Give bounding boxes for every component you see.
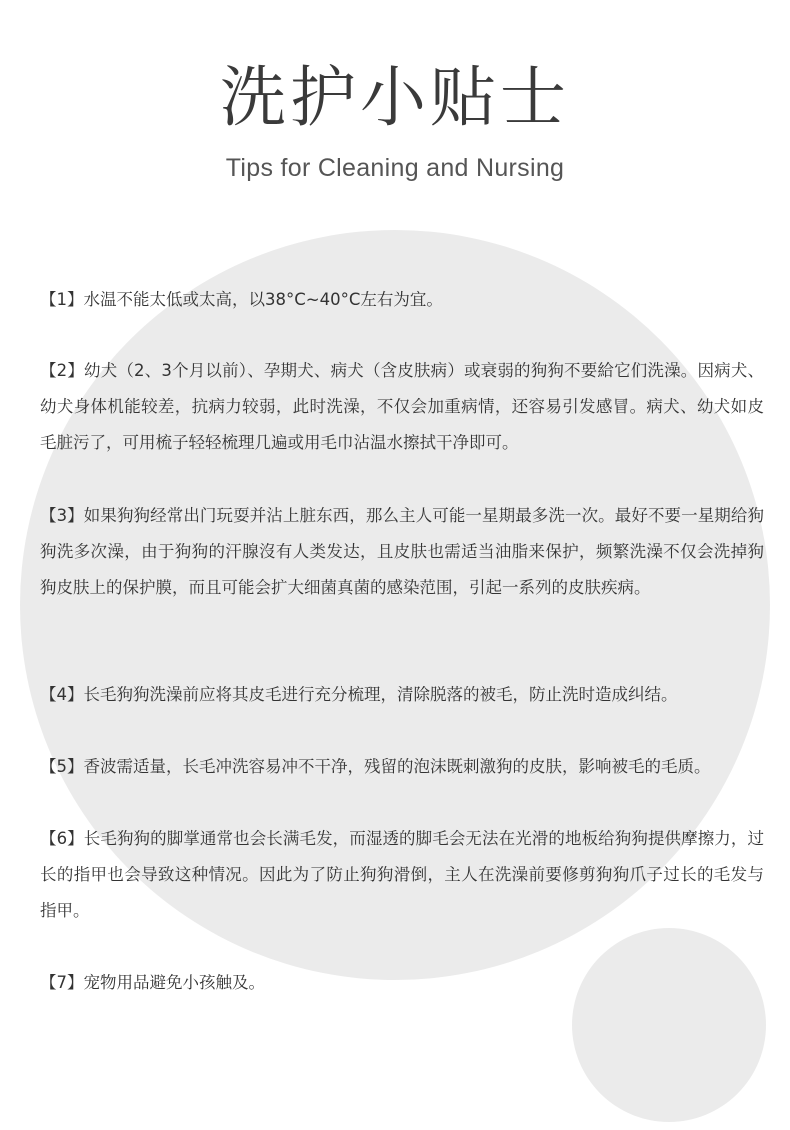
page-title: 洗护小贴士: [220, 59, 570, 136]
page-subtitle: Tips for Cleaning and Nursing: [225, 154, 565, 182]
tip-5: 【5】香波需适量，长毛冲洗容易冲不干净，残留的泡沫既刺激狗的皮肤，影响被毛的毛质。: [40, 757, 711, 776]
tip-3: 【3】如果狗狗经常出门玩耍并沾上脏东西，那么主人可能一星期最多洗一次。最好不要一星期给狗狗洗多次澡，由于狗狗的汗腺沒有人类发达，且皮肤也需适当油脂来保护，频繁洗澡不仅会洗掉狗狗皮肤上的保护膜，而且可能会扩大细菌真菌的感染范围，引起一系列的皮肤疾病。: [40, 506, 764, 597]
background-circle-small: [572, 928, 766, 1122]
tip-1: 【1】水温不能太低或太高，以38°C~40°C左右为宜。: [40, 290, 443, 309]
tip-7: 【7】宠物用品避免小孩触及。: [40, 973, 265, 992]
tip-4: 【4】长毛狗狗洗澡前应将其皮毛进行充分梳理，清除脱落的被毛，防止洗时造成纠结。: [40, 685, 678, 704]
tip-2: 【2】幼犬（2、3个月以前）、孕期犬、病犬（含皮肤病）或衰弱的狗狗不要給它们洗澡。因病犬、幼犬身体机能较差，抗病力较弱，此时洗澡，不仅会加重病情，还容易引发感冒。病犬、幼犬如皮毛脏污了，可用梳子轻轻梳理几遍或用毛巾沾温水擦拭干净即可。: [40, 361, 764, 452]
tip-6: 【6】长毛狗狗的脚掌通常也会长满毛发，而湿透的脚毛会无法在光滑的地板给狗狗提供摩擦力，过长的指甲也会导致这种情况。因此为了防止狗狗滑倒，主人在洗澡前要修剪狗狗爪子过长的毛发与指甲。: [40, 829, 764, 920]
